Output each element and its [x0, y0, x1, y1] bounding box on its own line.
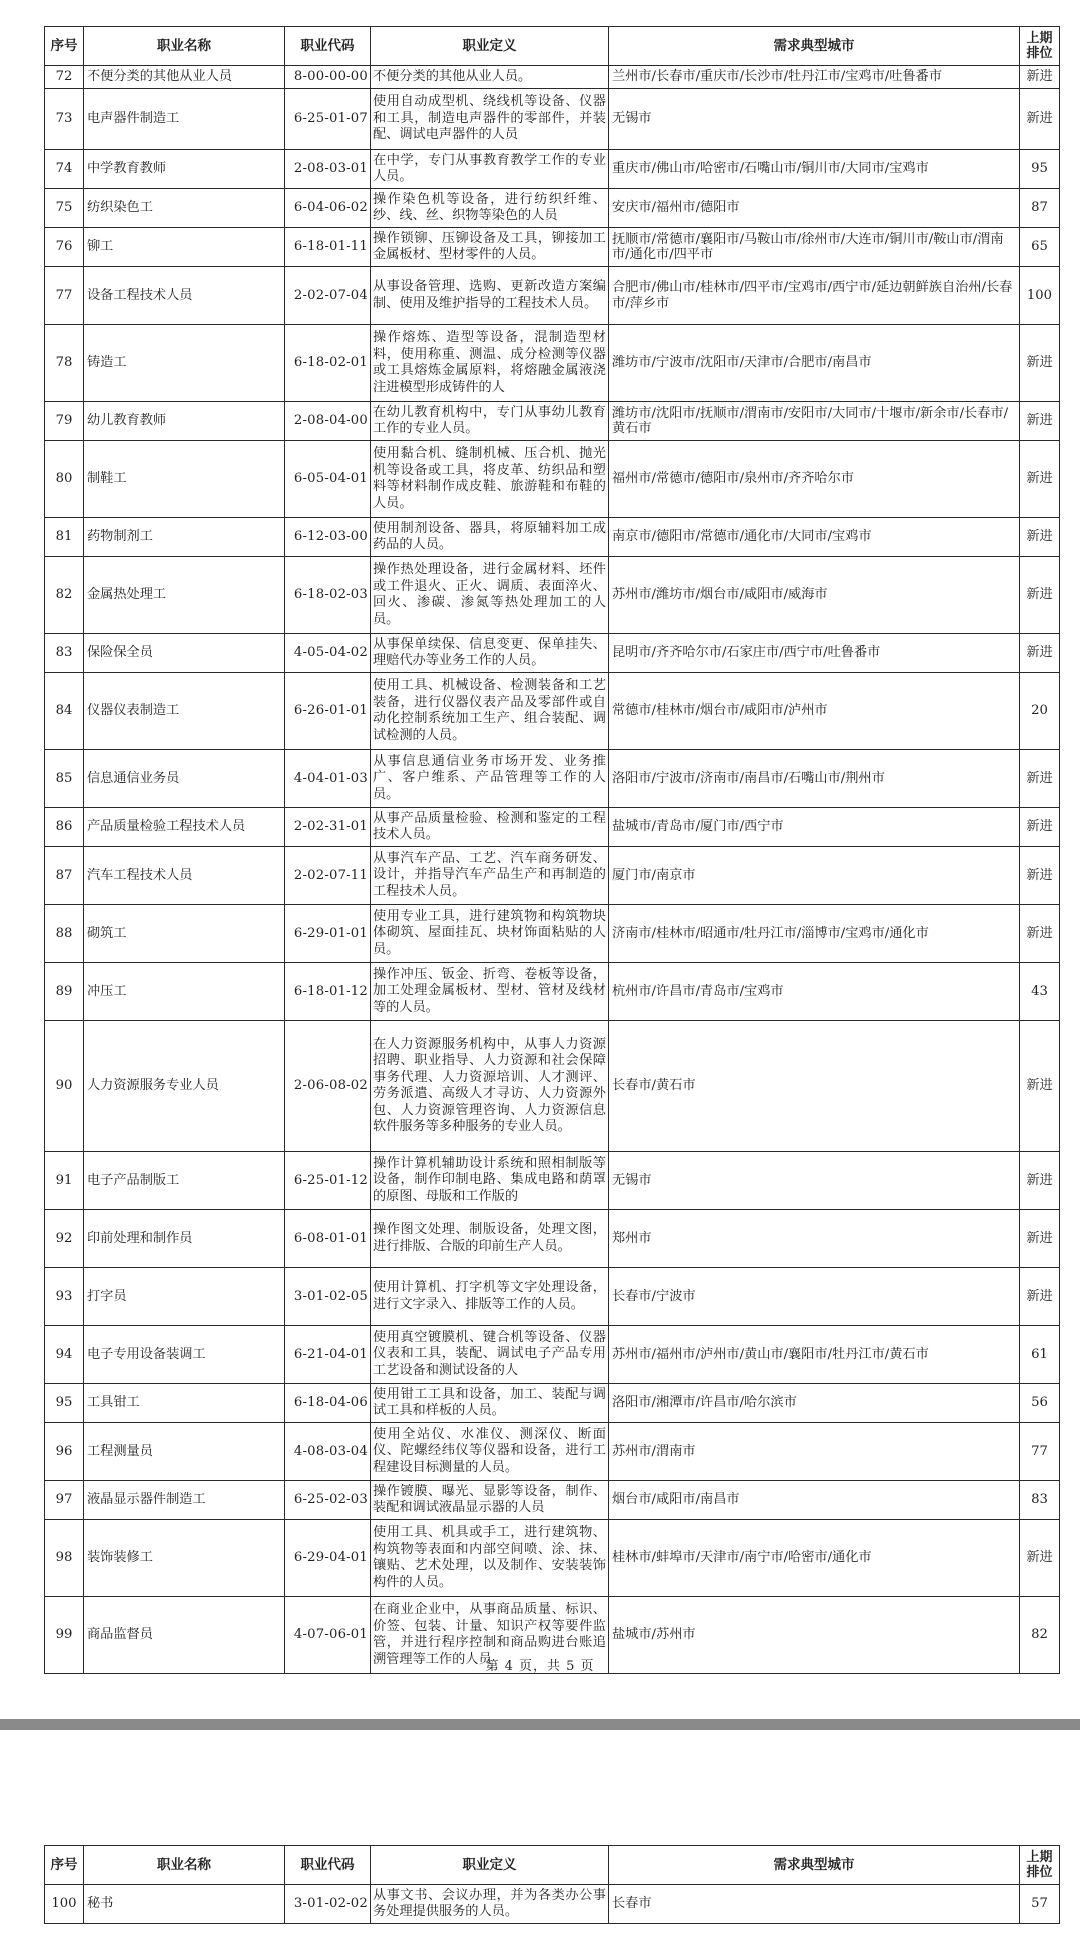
row-previous-rank: 57 [1020, 1885, 1060, 1924]
row-occupation-definition [371, 634, 609, 673]
row-seq: 79 [45, 402, 84, 441]
table-row [45, 557, 1060, 634]
table-row [45, 66, 1060, 89]
row-occupation-code: 2-06-08-02 [285, 1021, 371, 1152]
definition-text: 在人力资源服务机构中，从事人力资源招聘、职业指导、人力资源和社会保障事务代理、人力资源培训、人才测评、劳务派遣、高级人才寻访、人力资源外包、人力资源管理咨询、人力资源信息软件服务等多种服务的专业人员。 [373, 1036, 606, 1134]
row-occupation-code: 6-18-04-06 [285, 1384, 371, 1423]
table-row [45, 325, 1060, 402]
definition-text: 操作镀膜、曝光、显影等设备，制作、装配和调试液晶显示器的人员 [373, 1483, 606, 1515]
row-demand-cities: 苏州市/潍坊市/烟台市/咸阳市/威海市 [609, 557, 1020, 634]
row-previous-rank: 新进 [1020, 634, 1060, 673]
row-occupation-name: 不便分类的其他从业人员 [84, 66, 285, 89]
row-occupation-code: 4-04-01-03 [285, 750, 371, 808]
row-seq: 80 [45, 441, 84, 518]
row-occupation-code: 6-08-01-01 [285, 1210, 371, 1268]
row-occupation-name: 药物制剂工 [84, 518, 285, 557]
table-header-row [45, 1846, 1060, 1885]
row-occupation-definition [371, 1423, 609, 1481]
row-previous-rank: 100 [1020, 267, 1060, 325]
row-demand-cities: 郑州市 [609, 1210, 1020, 1268]
definition-text: 使用工具、机具或手工，进行建筑物、构筑物等表面和内部空间喷、涂、抹、镶贴、艺术处理，以及制作、安装装饰构件的人员。 [373, 1525, 606, 1590]
row-demand-cities: 烟台市/咸阳市/南昌市 [609, 1481, 1020, 1520]
row-demand-cities: 潍坊市/沈阳市/抚顺市/渭南市/安阳市/大同市/十堰市/新余市/长春市/黄石市 [609, 402, 1020, 441]
row-demand-cities: 常德市/桂林市/烟台市/咸阳市/泸州市 [609, 673, 1020, 750]
table-row [45, 1520, 1060, 1597]
table-header-row [45, 27, 1060, 66]
row-seq: 72 [45, 66, 84, 89]
row-occupation-name: 设备工程技术人员 [84, 267, 285, 325]
table-row [45, 518, 1060, 557]
row-seq: 87 [45, 847, 84, 905]
row-occupation-code: 3-01-02-02 [285, 1885, 371, 1924]
row-previous-rank: 新进 [1020, 905, 1060, 963]
row-occupation-definition [371, 150, 609, 189]
row-previous-rank: 新进 [1020, 557, 1060, 634]
row-previous-rank: 新进 [1020, 89, 1060, 150]
row-occupation-definition [371, 325, 609, 402]
row-previous-rank: 新进 [1020, 402, 1060, 441]
row-occupation-name: 制鞋工 [84, 441, 285, 518]
table-body [45, 66, 1060, 1674]
header-occupation-name: 职业名称 [84, 1846, 285, 1885]
table-row [45, 905, 1060, 963]
row-seq: 73 [45, 89, 84, 150]
row-seq: 95 [45, 1384, 84, 1423]
table-row [45, 1210, 1060, 1268]
definition-text: 从事设备管理、选购、更新改造方案编制、使用及维护指导的工程技术人员。 [373, 279, 606, 311]
row-occupation-name: 电子产品制版工 [84, 1152, 285, 1210]
row-occupation-code: 6-18-02-01 [285, 325, 371, 402]
row-occupation-definition [371, 402, 609, 441]
row-seq: 84 [45, 673, 84, 750]
definition-text: 操作染色机等设备，进行纺织纤维、纱、线、丝、织物等染色的人员 [373, 191, 606, 223]
row-occupation-code: 6-18-01-12 [285, 963, 371, 1021]
row-occupation-definition [371, 1885, 609, 1924]
table-row [45, 808, 1060, 847]
row-previous-rank: 20 [1020, 673, 1060, 750]
row-demand-cities: 长春市/黄石市 [609, 1021, 1020, 1152]
row-occupation-name: 商品监督员 [84, 1597, 285, 1674]
row-occupation-code: 6-25-01-12 [285, 1152, 371, 1210]
header-previous-rank [1020, 1846, 1060, 1885]
row-occupation-code: 6-26-01-01 [285, 673, 371, 750]
definition-text: 操作锁铆、压铆设备及工具，铆接加工金属板材、型材零件的人员。 [373, 230, 606, 262]
definition-text: 不便分类的其他从业人员。 [373, 68, 532, 84]
row-occupation-name: 工程测量员 [84, 1423, 285, 1481]
header-occupation-code: 职业代码 [285, 27, 371, 66]
definition-text: 操作冲压、钣金、折弯、卷板等设备，加工处理金属板材、型材、管材及线材等的人员。 [373, 966, 606, 1015]
table-row [45, 1481, 1060, 1520]
occupation-table-page-5 [44, 1845, 1060, 1924]
table-row [45, 267, 1060, 325]
table-row [45, 847, 1060, 905]
row-demand-cities: 福州市/常德市/德阳市/泉州市/齐齐哈尔市 [609, 441, 1020, 518]
row-previous-rank: 新进 [1020, 750, 1060, 808]
row-occupation-definition [371, 1021, 609, 1152]
table-row [45, 441, 1060, 518]
row-demand-cities: 洛阳市/宁波市/济南市/南昌市/石嘴山市/荆州市 [609, 750, 1020, 808]
row-occupation-name: 幼儿教育教师 [84, 402, 285, 441]
row-seq: 77 [45, 267, 84, 325]
row-occupation-definition [371, 1326, 609, 1384]
row-previous-rank: 新进 [1020, 1520, 1060, 1597]
definition-text: 使用自动成型机、绕线机等设备、仪器和工具，制造电声器件的零部件，并装配、调试电声器件的人员 [373, 94, 606, 143]
row-occupation-name: 冲压工 [84, 963, 285, 1021]
row-seq: 97 [45, 1481, 84, 1520]
table-row [45, 402, 1060, 441]
row-occupation-name: 纺织染色工 [84, 189, 285, 228]
definition-text: 从事文书、会议办理，并为各类办公事务处理提供服务的人员。 [373, 1887, 606, 1919]
row-occupation-code: 2-08-03-01 [285, 150, 371, 189]
row-occupation-code: 2-02-07-11 [285, 847, 371, 905]
row-occupation-definition [371, 673, 609, 750]
definition-text: 从事信息通信业务市场开发、业务推广、客户维系、产品管理等工作的人员。 [373, 753, 606, 802]
row-occupation-code: 6-21-04-01 [285, 1326, 371, 1384]
header-previous-rank-line1: 上期 [1026, 1850, 1053, 1865]
row-previous-rank: 77 [1020, 1423, 1060, 1481]
row-occupation-name: 产品质量检验工程技术人员 [84, 808, 285, 847]
header-occupation-code: 职业代码 [285, 1846, 371, 1885]
table-row [45, 1268, 1060, 1326]
row-demand-cities: 无锡市 [609, 89, 1020, 150]
row-occupation-code: 3-01-02-05 [285, 1268, 371, 1326]
row-previous-rank: 新进 [1020, 1021, 1060, 1152]
table-row [45, 1384, 1060, 1423]
row-occupation-code: 6-18-01-11 [285, 228, 371, 267]
header-previous-rank-line1: 上期 [1026, 31, 1053, 46]
definition-text: 使用专业工具，进行建筑物和构筑物块体砌筑、屋面挂瓦、块材饰面粘贴的人员。 [373, 908, 606, 957]
row-occupation-definition [371, 1384, 609, 1423]
row-demand-cities: 南京市/德阳市/常德市/通化市/大同市/宝鸡市 [609, 518, 1020, 557]
row-demand-cities: 无锡市 [609, 1152, 1020, 1210]
definition-text: 使用工具、机械设备、检测装备和工艺装备，进行仪器仪表产品及零部件或自动化控制系统加工生产、组合装配、调试检测的人员。 [373, 678, 606, 743]
header-previous-rank-line2: 排位 [1026, 1865, 1053, 1880]
row-occupation-code: 6-04-06-02 [285, 189, 371, 228]
header-demand-cities: 需求典型城市 [609, 1846, 1020, 1885]
row-seq: 89 [45, 963, 84, 1021]
table-row [45, 750, 1060, 808]
row-occupation-definition [371, 808, 609, 847]
row-seq: 100 [45, 1885, 84, 1924]
definition-text: 使用黏合机、缝制机械、压合机、抛光机等设备或工具，将皮革、纺织品和塑料等材料制作成皮鞋、旅游鞋和布鞋的人员。 [373, 446, 606, 511]
row-occupation-definition [371, 905, 609, 963]
row-seq: 85 [45, 750, 84, 808]
table-row [45, 1885, 1060, 1924]
row-seq: 94 [45, 1326, 84, 1384]
row-occupation-name: 信息通信业务员 [84, 750, 285, 808]
row-occupation-definition [371, 228, 609, 267]
row-occupation-name: 仪器仪表制造工 [84, 673, 285, 750]
row-occupation-definition [371, 1520, 609, 1597]
row-occupation-name: 电子专用设备装调工 [84, 1326, 285, 1384]
definition-text: 从事产品质量检验、检测和鉴定的工程技术人员。 [373, 810, 606, 842]
definition-text: 使用钳工工具和设备，加工、装配与调试工具和样板的人员。 [373, 1386, 606, 1418]
row-occupation-code: 6-25-01-07 [285, 89, 371, 150]
row-seq: 83 [45, 634, 84, 673]
table-row [45, 673, 1060, 750]
table-row [45, 89, 1060, 150]
row-occupation-code: 4-07-06-01 [285, 1597, 371, 1674]
row-demand-cities: 盐城市/苏州市 [609, 1597, 1020, 1674]
row-occupation-name: 工具钳工 [84, 1384, 285, 1423]
row-previous-rank: 56 [1020, 1384, 1060, 1423]
row-seq: 96 [45, 1423, 84, 1481]
row-demand-cities: 洛阳市/湘潭市/许昌市/哈尔滨市 [609, 1384, 1020, 1423]
row-seq: 99 [45, 1597, 84, 1674]
row-previous-rank: 新进 [1020, 847, 1060, 905]
row-occupation-code: 2-02-07-04 [285, 267, 371, 325]
row-seq: 75 [45, 189, 84, 228]
row-previous-rank: 新进 [1020, 325, 1060, 402]
row-occupation-definition [371, 1210, 609, 1268]
row-seq: 98 [45, 1520, 84, 1597]
definition-text: 操作热处理设备，进行金属材料、坯件或工件退火、正火、调质、表面淬火、回火、渗碳、渗氮等热处理加工的人员。 [373, 562, 606, 627]
definition-text: 从事保单续保、信息变更、保单挂失、理赔代办等业务工作的人员。 [373, 636, 606, 668]
row-occupation-code: 6-12-03-00 [285, 518, 371, 557]
row-previous-rank: 43 [1020, 963, 1060, 1021]
definition-text: 使用计算机、打字机等文字处理设备，进行文字录入、排版等工作的人员。 [373, 1280, 606, 1312]
row-previous-rank: 新进 [1020, 1268, 1060, 1326]
definition-text: 在商业企业中，从事商品质量、标识、价签、包装、计量、知识产权等要件监管，并进行程序控制和商品购进台账追溯管理等工作的人员 [373, 1602, 606, 1667]
definition-text: 操作计算机辅助设计系统和照相制版等设备，制作印制电路、集成电路和荫罩的原图、母版和工作版的 [373, 1155, 606, 1204]
row-previous-rank: 87 [1020, 189, 1060, 228]
row-occupation-definition [371, 1152, 609, 1210]
row-demand-cities: 长春市 [609, 1885, 1020, 1924]
row-occupation-definition [371, 750, 609, 808]
page-footer: 第 4 页，共 5 页 [485, 1659, 595, 1674]
row-seq: 92 [45, 1210, 84, 1268]
page-separator [0, 1719, 1080, 1730]
row-seq: 93 [45, 1268, 84, 1326]
occupation-table-page-4 [44, 26, 1060, 1674]
header-seq: 序号 [45, 27, 84, 66]
row-occupation-name: 打字员 [84, 1268, 285, 1326]
row-demand-cities: 重庆市/佛山市/哈密市/石嘴山市/铜川市/大同市/宝鸡市 [609, 150, 1020, 189]
row-occupation-code: 8-00-00-00 [285, 66, 371, 89]
row-demand-cities: 苏州市/福州市/泸州市/黄山市/襄阳市/牡丹江市/黄石市 [609, 1326, 1020, 1384]
row-previous-rank: 新进 [1020, 518, 1060, 557]
table-row [45, 189, 1060, 228]
header-demand-cities: 需求典型城市 [609, 27, 1020, 66]
table-row [45, 150, 1060, 189]
row-occupation-name: 人力资源服务专业人员 [84, 1021, 285, 1152]
row-demand-cities: 桂林市/蚌埠市/天津市/南宁市/哈密市/通化市 [609, 1520, 1020, 1597]
table-row [45, 963, 1060, 1021]
row-occupation-definition [371, 89, 609, 150]
row-seq: 82 [45, 557, 84, 634]
row-occupation-definition [371, 267, 609, 325]
table-row [45, 1326, 1060, 1384]
row-previous-rank: 61 [1020, 1326, 1060, 1384]
row-demand-cities: 安庆市/福州市/德阳市 [609, 189, 1020, 228]
row-occupation-name: 保险保全员 [84, 634, 285, 673]
row-seq: 86 [45, 808, 84, 847]
row-occupation-definition [371, 963, 609, 1021]
header-occupation-definition: 职业定义 [371, 1846, 609, 1885]
definition-text: 操作熔炼、造型等设备，混制造型材料，使用称重、测温、成分检测等仪器或工具熔炼金属原料，将熔融金属液浇注进模型形成铸件的人 [373, 330, 606, 395]
row-previous-rank: 新进 [1020, 808, 1060, 847]
row-demand-cities: 兰州市/长春市/重庆市/长沙市/牡丹江市/宝鸡市/吐鲁番市 [609, 66, 1020, 89]
row-occupation-definition [371, 518, 609, 557]
row-demand-cities: 厦门市/南京市 [609, 847, 1020, 905]
row-occupation-code: 2-08-04-00 [285, 402, 371, 441]
row-occupation-name: 印前处理和制作员 [84, 1210, 285, 1268]
row-occupation-code: 4-08-03-04 [285, 1423, 371, 1481]
row-occupation-name: 秘书 [84, 1885, 285, 1924]
row-occupation-name: 铸造工 [84, 325, 285, 402]
row-demand-cities: 昆明市/齐齐哈尔市/石家庄市/西宁市/吐鲁番市 [609, 634, 1020, 673]
row-demand-cities: 合肥市/佛山市/桂林市/四平市/宝鸡市/西宁市/延边朝鲜族自治州/长春市/萍乡市 [609, 267, 1020, 325]
row-occupation-name: 铆工 [84, 228, 285, 267]
row-demand-cities: 长春市/宁波市 [609, 1268, 1020, 1326]
row-occupation-definition [371, 847, 609, 905]
row-occupation-code: 4-05-04-02 [285, 634, 371, 673]
row-seq: 91 [45, 1152, 84, 1210]
row-previous-rank: 65 [1020, 228, 1060, 267]
row-seq: 88 [45, 905, 84, 963]
definition-text: 操作图文处理、制版设备，处理文图，进行排版、合版的印前生产人员。 [373, 1222, 606, 1254]
header-previous-rank-line2: 排位 [1026, 46, 1053, 61]
table-row [45, 1021, 1060, 1152]
row-previous-rank: 82 [1020, 1597, 1060, 1674]
row-seq: 81 [45, 518, 84, 557]
row-demand-cities: 盐城市/青岛市/厦门市/西宁市 [609, 808, 1020, 847]
definition-text: 使用全站仪、水准仪、测深仪、断面仪、陀螺经纬仪等仪器和设备，进行工程建设目标测量的人员。 [373, 1426, 606, 1475]
header-occupation-name: 职业名称 [84, 27, 285, 66]
definition-text: 在中学，专门从事教育教学工作的专业人员。 [373, 152, 606, 184]
table-row [45, 634, 1060, 673]
row-previous-rank: 83 [1020, 1481, 1060, 1520]
row-occupation-name: 金属热处理工 [84, 557, 285, 634]
row-occupation-name: 电声器件制造工 [84, 89, 285, 150]
row-previous-rank: 新进 [1020, 66, 1060, 89]
row-seq: 76 [45, 228, 84, 267]
row-previous-rank: 新进 [1020, 1210, 1060, 1268]
row-seq: 74 [45, 150, 84, 189]
header-previous-rank [1020, 27, 1060, 66]
row-demand-cities: 济南市/桂林市/昭通市/牡丹江市/淄博市/宝鸡市/通化市 [609, 905, 1020, 963]
row-occupation-code: 6-25-02-03 [285, 1481, 371, 1520]
table-body [45, 1885, 1060, 1924]
row-occupation-name: 汽车工程技术人员 [84, 847, 285, 905]
row-occupation-name: 装饰装修工 [84, 1520, 285, 1597]
row-occupation-definition [371, 557, 609, 634]
definition-text: 使用真空镀膜机、键合机等设备、仪器仪表和工具，装配、调试电子产品专用工艺设备和测试设备的人 [373, 1329, 606, 1378]
table-row [45, 228, 1060, 267]
row-occupation-code: 6-29-01-01 [285, 905, 371, 963]
row-occupation-name: 液晶显示器件制造工 [84, 1481, 285, 1520]
row-occupation-name: 中学教育教师 [84, 150, 285, 189]
row-occupation-definition [371, 1268, 609, 1326]
row-occupation-code: 6-05-04-01 [285, 441, 371, 518]
row-occupation-definition [371, 1481, 609, 1520]
definition-text: 在幼儿教育机构中，专门从事幼儿教育工作的专业人员。 [373, 404, 606, 436]
header-seq: 序号 [45, 1846, 84, 1885]
row-previous-rank: 95 [1020, 150, 1060, 189]
definition-text: 使用制剂设备、器具，将原辅料加工成药品的人员。 [373, 520, 606, 552]
row-occupation-code: 2-02-31-01 [285, 808, 371, 847]
row-demand-cities: 抚顺市/常德市/襄阳市/马鞍山市/徐州市/大连市/铜川市/鞍山市/渭南市/通化市/四平市 [609, 228, 1020, 267]
row-occupation-code: 6-18-02-03 [285, 557, 371, 634]
row-previous-rank: 新进 [1020, 1152, 1060, 1210]
definition-text: 从事汽车产品、工艺、汽车商务研发、设计，并指导汽车产品生产和再制造的工程技术人员。 [373, 850, 606, 899]
row-occupation-definition [371, 66, 609, 89]
table-row [45, 1423, 1060, 1481]
row-occupation-definition [371, 441, 609, 518]
row-occupation-name: 砌筑工 [84, 905, 285, 963]
table-row [45, 1152, 1060, 1210]
row-seq: 90 [45, 1021, 84, 1152]
row-demand-cities: 杭州市/许昌市/青岛市/宝鸡市 [609, 963, 1020, 1021]
header-occupation-definition: 职业定义 [371, 27, 609, 66]
row-occupation-definition [371, 189, 609, 228]
row-previous-rank: 新进 [1020, 441, 1060, 518]
row-occupation-code: 6-29-04-01 [285, 1520, 371, 1597]
row-demand-cities: 苏州市/渭南市 [609, 1423, 1020, 1481]
row-demand-cities: 潍坊市/宁波市/沈阳市/天津市/合肥市/南昌市 [609, 325, 1020, 402]
row-seq: 78 [45, 325, 84, 402]
